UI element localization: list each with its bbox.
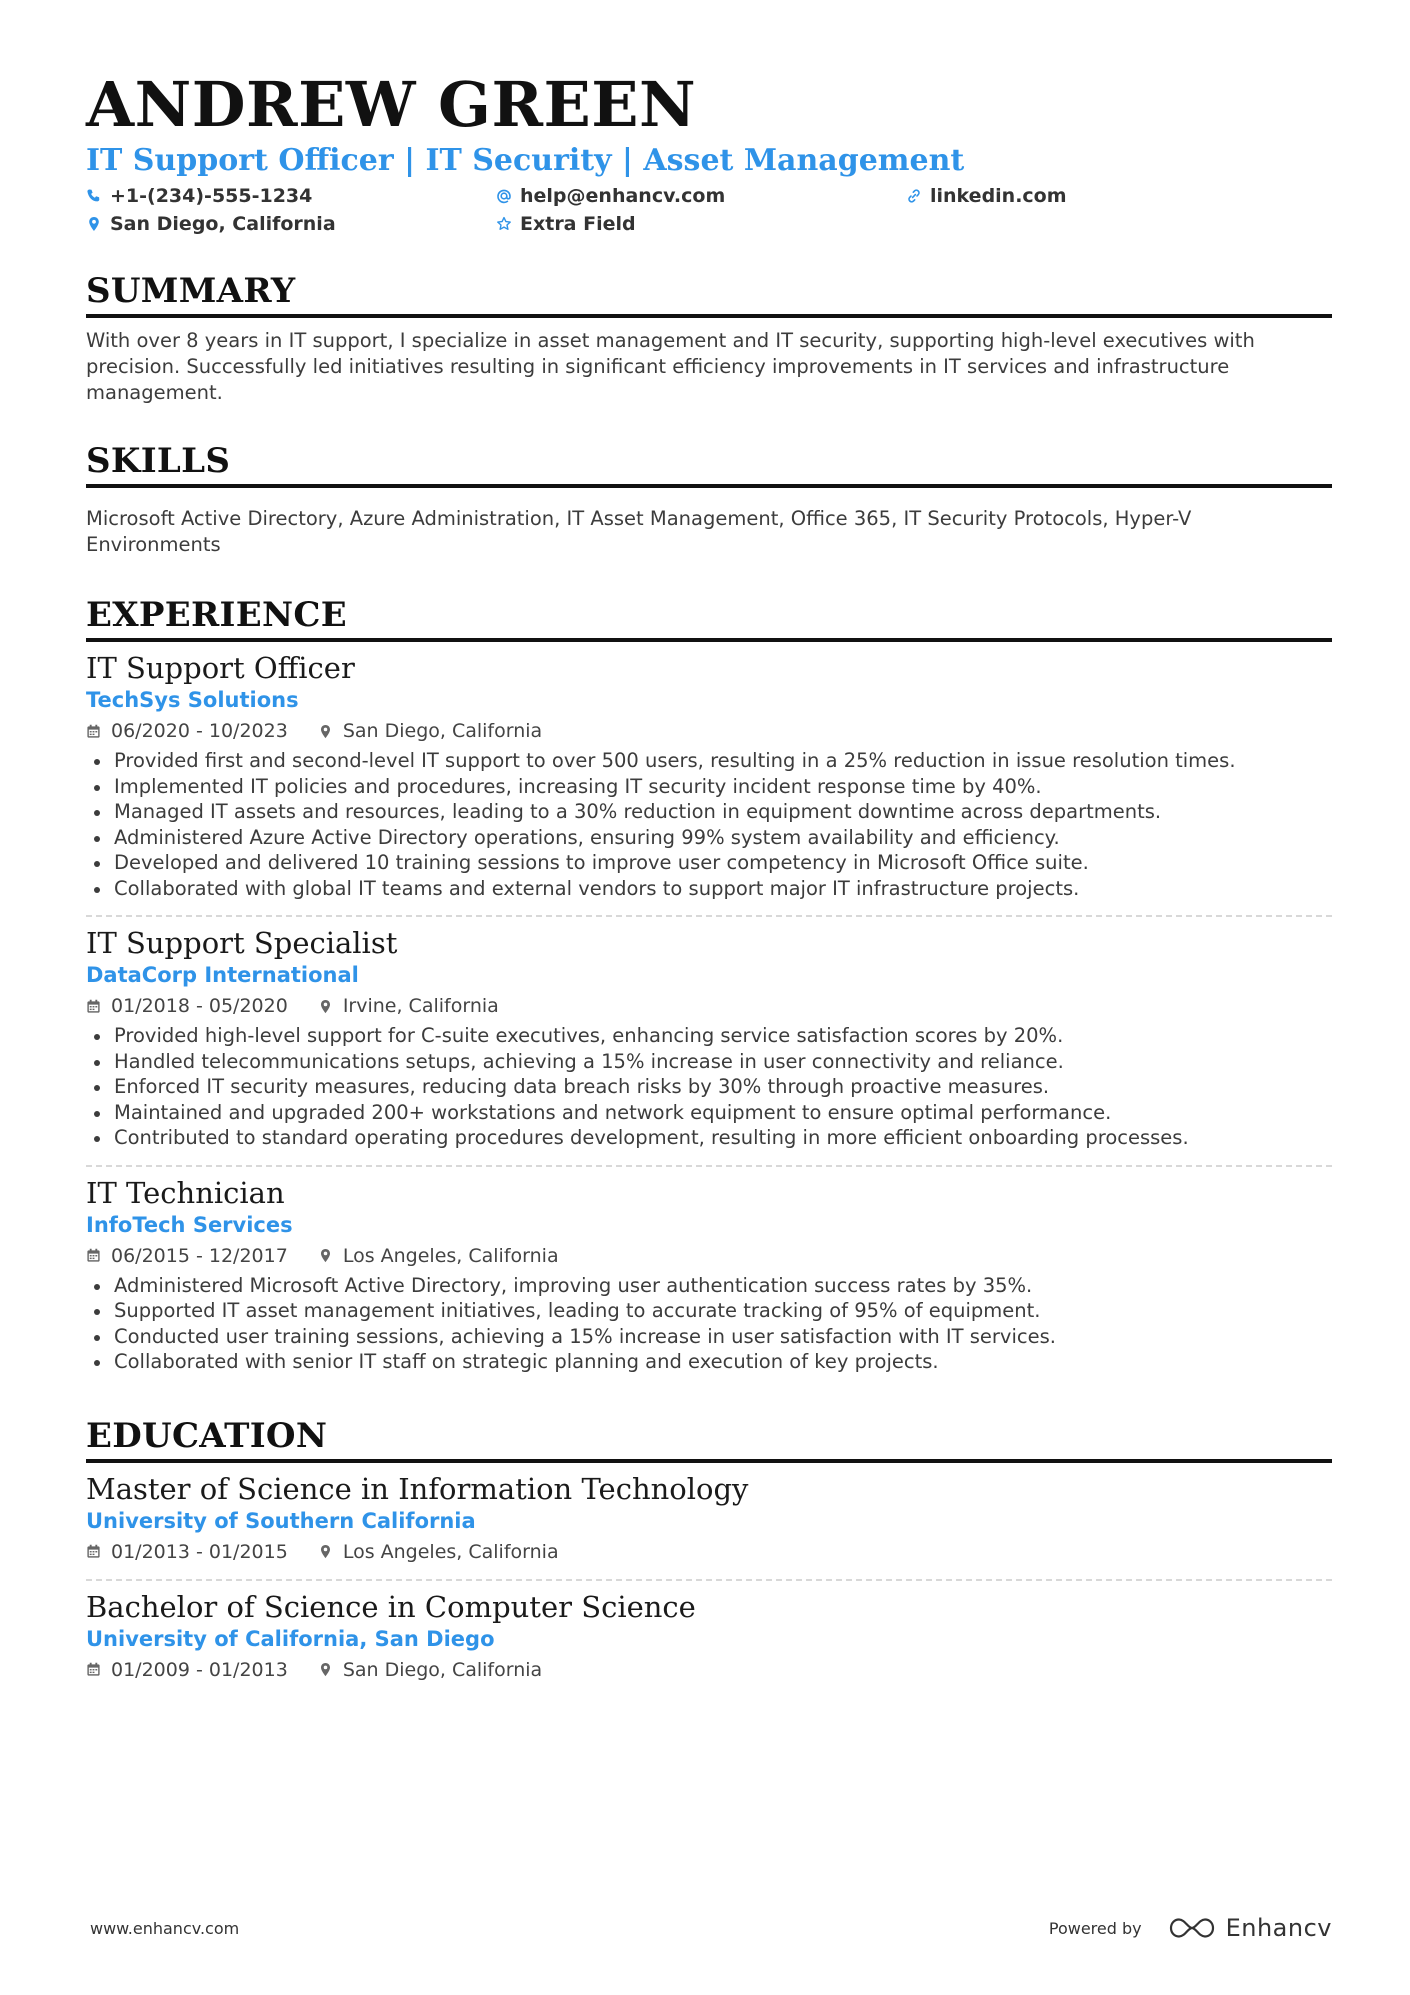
summary-section bbox=[86, 270, 1332, 406]
location-pin-icon bbox=[318, 999, 333, 1014]
job-location: Los Angeles, California bbox=[342, 1244, 559, 1267]
education-title: EDUCATION bbox=[86, 1415, 1332, 1463]
calendar-icon bbox=[86, 999, 101, 1014]
star-icon bbox=[496, 216, 512, 232]
list-item: Supported IT asset management initiatives, leading to accurate tracking of 95% of equipment. bbox=[86, 1298, 1332, 1324]
experience-item bbox=[86, 917, 1332, 1167]
degree-title: Bachelor of Science in Computer Science bbox=[86, 1589, 696, 1624]
job-location: Irvine, California bbox=[342, 995, 499, 1017]
phone-icon bbox=[86, 188, 102, 204]
list-item: Collaborated with senior IT staff on strategic planning and execution of key projects. bbox=[86, 1349, 1332, 1375]
contact-info bbox=[86, 184, 1332, 236]
contact-extra-text: Extra Field bbox=[520, 213, 636, 235]
job-meta bbox=[86, 718, 1332, 744]
summary-text: With over 8 years in IT support, I specialize in asset management and IT security, supporting high-level executives with precision. Successfully led initiatives resulting in significant efficiency improvements in IT services and infrastructure management. bbox=[86, 329, 1255, 404]
resume-header bbox=[86, 70, 1332, 236]
school-name: University of Southern California bbox=[86, 1508, 476, 1533]
at-icon bbox=[496, 188, 512, 204]
location-pin-icon bbox=[318, 1544, 333, 1559]
skills-title: SKILLS bbox=[86, 440, 1332, 488]
contact-extra bbox=[496, 212, 906, 236]
resume-page bbox=[86, 70, 1332, 1683]
calendar-icon bbox=[86, 1544, 101, 1559]
calendar-icon bbox=[86, 724, 101, 739]
list-item: Provided high-level support for C-suite executives, enhancing service satisfaction scores by 20%. bbox=[86, 1023, 1332, 1049]
job-dates: 01/2018 - 05/2020 bbox=[111, 995, 288, 1017]
experience-item bbox=[86, 642, 1332, 917]
contact-phone bbox=[86, 184, 496, 208]
list-item: Developed and delivered 10 training sessions to improve user competency in Microsoft Office suite. bbox=[86, 850, 1332, 876]
education-item bbox=[86, 1581, 1332, 1683]
education-location: Los Angeles, California bbox=[342, 1540, 559, 1563]
location-pin-icon bbox=[318, 1248, 333, 1263]
job-title: IT Support Officer bbox=[86, 651, 355, 685]
list-item: Administered Microsoft Active Directory, improving user authentication success rates by 35%. bbox=[86, 1273, 1332, 1299]
contact-linkedin-text[interactable]: linkedin.com bbox=[930, 185, 1067, 207]
job-meta bbox=[86, 993, 1332, 1019]
contact-location bbox=[86, 212, 496, 236]
contact-email-text[interactable]: help@enhancv.com bbox=[520, 185, 726, 207]
contact-linkedin bbox=[906, 184, 1316, 208]
education-dates: 01/2009 - 01/2013 bbox=[111, 1658, 288, 1681]
list-item: Collaborated with global IT teams and external vendors to support major IT infrastructure projects. bbox=[86, 876, 1332, 902]
job-dates: 06/2020 - 10/2023 bbox=[111, 720, 288, 742]
list-item: Conducted user training sessions, achieving a 15% increase in user satisfaction with IT services. bbox=[86, 1324, 1332, 1350]
contact-location-text: San Diego, California bbox=[110, 213, 336, 235]
education-item bbox=[86, 1463, 1332, 1581]
location-pin-icon bbox=[318, 724, 333, 739]
company-name: InfoTech Services bbox=[86, 1212, 293, 1237]
job-title: IT Technician bbox=[86, 1175, 285, 1210]
powered-by bbox=[1049, 1914, 1332, 1942]
list-item: Enforced IT security measures, reducing data breach risks by 30% through proactive measures. bbox=[86, 1074, 1332, 1100]
job-meta bbox=[86, 1243, 1332, 1269]
degree-title: Master of Science in Information Technology bbox=[86, 1471, 749, 1506]
candidate-name: ANDREW GREEN bbox=[86, 68, 697, 141]
calendar-icon bbox=[86, 1248, 101, 1263]
footer-website-link[interactable]: www.enhancv.com bbox=[90, 1918, 240, 1938]
school-name: University of California, San Diego bbox=[86, 1626, 495, 1651]
education-meta bbox=[86, 1657, 1332, 1683]
experience-title: EXPERIENCE bbox=[86, 594, 1332, 642]
education-location: San Diego, California bbox=[342, 1658, 543, 1681]
job-bullets bbox=[86, 1273, 1332, 1375]
list-item: Maintained and upgraded 200+ workstations and network equipment to ensure optimal performance. bbox=[86, 1100, 1332, 1126]
list-item: Administered Azure Active Directory operations, ensuring 99% system availability and efficiency. bbox=[86, 825, 1332, 851]
company-name: DataCorp International bbox=[86, 963, 359, 987]
candidate-headline: IT Support Officer | IT Security | Asset Management bbox=[86, 143, 965, 178]
contact-email bbox=[496, 184, 906, 208]
calendar-icon bbox=[86, 1662, 101, 1677]
brand-name: Enhancv bbox=[1225, 1914, 1332, 1942]
enhancv-logo-icon bbox=[1168, 1915, 1216, 1941]
education-dates: 01/2013 - 01/2015 bbox=[111, 1540, 288, 1563]
experience-section bbox=[86, 594, 1332, 1375]
link-icon bbox=[906, 188, 922, 204]
job-location: San Diego, California bbox=[342, 720, 543, 742]
education-section bbox=[86, 1415, 1332, 1683]
page-footer bbox=[90, 1908, 1332, 1948]
summary-title: SUMMARY bbox=[86, 270, 1332, 318]
location-pin-icon bbox=[86, 216, 102, 232]
job-dates: 06/2015 - 12/2017 bbox=[111, 1244, 288, 1267]
list-item: Handled telecommunications setups, achieving a 15% increase in user connectivity and reliance. bbox=[86, 1049, 1332, 1075]
brand-logo[interactable] bbox=[1168, 1914, 1332, 1942]
experience-item bbox=[86, 1167, 1332, 1375]
list-item: Provided first and second-level IT support to over 500 users, resulting in a 25% reduction in issue resolution times. bbox=[86, 748, 1332, 774]
job-bullets bbox=[86, 1023, 1332, 1151]
location-pin-icon bbox=[318, 1662, 333, 1677]
company-name: TechSys Solutions bbox=[86, 688, 299, 712]
job-title: IT Support Specialist bbox=[86, 926, 398, 960]
contact-phone-text[interactable]: +1-(234)-555-1234 bbox=[110, 185, 313, 207]
list-item: Implemented IT policies and procedures, increasing IT security incident response time by 40%. bbox=[86, 774, 1332, 800]
skills-text: Microsoft Active Directory, Azure Administration, IT Asset Management, Office 365, IT Security Protocols, Hyper-V Environments bbox=[86, 507, 1192, 556]
job-bullets bbox=[86, 748, 1332, 901]
skills-section bbox=[86, 440, 1332, 558]
powered-by-label: Powered by bbox=[1048, 1918, 1142, 1938]
list-item: Contributed to standard operating procedures development, resulting in more efficient onboarding processes. bbox=[86, 1125, 1332, 1151]
list-item: Managed IT assets and resources, leading to a 30% reduction in equipment downtime across departments. bbox=[86, 799, 1332, 825]
education-meta bbox=[86, 1539, 1332, 1565]
